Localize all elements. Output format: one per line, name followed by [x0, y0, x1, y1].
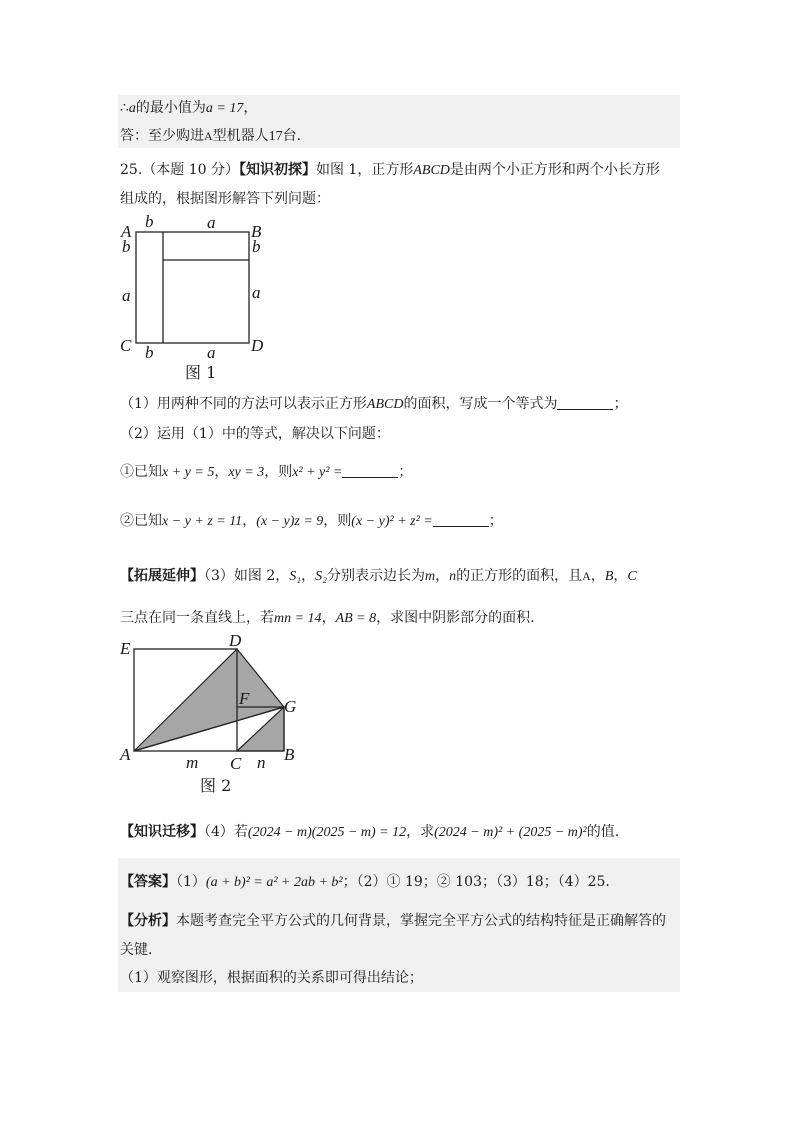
fig1-label-right-b: b: [252, 237, 261, 256]
fig1-label-right-a: a: [252, 283, 261, 302]
fig1-label-top-a: a: [207, 214, 216, 232]
fig2-label-C: C: [230, 754, 242, 772]
question-1: （1）用两种不同的方法可以表示正方形ABCD的面积，写成一个等式为 ；: [120, 396, 628, 412]
fig2-label-F: F: [239, 689, 250, 708]
question-3-line-2: 三点在同一条直线上，若mn = 14，AB = 8，求图中阴影部分的面积.: [120, 610, 535, 626]
figure-1: [110, 214, 280, 359]
prev-answer-line-2: 答：至少购进A型机器人17台.: [120, 128, 302, 144]
figure-1-caption: 图 1: [185, 363, 217, 382]
answer-blank[interactable]: [433, 512, 489, 527]
question-4: 【知识迁移】（4）若(2024 − m)(2025 − m) = 12，求(2024 − m)² + (2025 − m)²的值.: [120, 824, 620, 840]
analysis-line-2: 关键.: [120, 942, 153, 958]
fig1-label-bottom-b: b: [145, 343, 154, 359]
problem-intro-line-1: 25.（本题 10 分）【知识初探】如图 1，正方形ABCD是由两个小正方形和两个小长方形: [120, 162, 660, 178]
question-2: （2）运用（1）中的等式，解决以下问题：: [120, 426, 390, 442]
analysis-line-1: 【分析】本题考查完全平方公式的几何背景，掌握完全平方公式的结构特征是正确解答的: [120, 913, 666, 929]
answer-line: 【答案】（1）(a + b)² = a² + 2ab + b²；（2）① 19；② 103；（3）18；（4）25.: [120, 874, 610, 890]
fig2-label-D: D: [229, 632, 242, 650]
answer-blank[interactable]: [342, 463, 398, 478]
fig1-label-C: C: [120, 336, 132, 355]
fig1-label-top-b: b: [145, 214, 154, 231]
fig2-label-G: G: [284, 697, 297, 716]
problem-intro-line-2: 组成的，根据图形解答下列问题：: [120, 191, 330, 207]
fig1-label-A: A: [121, 222, 132, 241]
fig1-label-D: D: [251, 336, 264, 355]
fig1-label-left-a: a: [122, 286, 131, 305]
fig2-label-n: n: [257, 753, 266, 772]
figure-2: [112, 632, 307, 772]
fig1-label-B: B: [251, 222, 262, 241]
fig2-label-E: E: [120, 639, 131, 658]
question-2-1: ①已知x + y = 5，xy = 3，则x² + y² = ；: [120, 464, 413, 480]
fig2-label-A: A: [120, 745, 131, 764]
fig2-label-m: m: [186, 753, 199, 772]
fig1-label-left-b: b: [122, 237, 131, 256]
answer-blank[interactable]: [557, 395, 613, 410]
prev-answer-line-1: ∴a的最小值为a = 17，: [120, 100, 258, 116]
figure-2-caption: 图 2: [200, 776, 232, 795]
fig1-label-bottom-a: a: [207, 343, 216, 359]
analysis-line-3: （1）观察图形，根据面积的关系即可得出结论；: [120, 970, 423, 986]
fig2-label-B: B: [284, 745, 295, 764]
question-3-line-1: 【拓展延伸】（3）如图 2，S₁，S₂分别表示边长为m，n的正方形的面积，且A，B，C: [120, 568, 637, 584]
question-2-2: ②已知x − y + z = 11，(x − y)z = 9，则(x − y)² + z² = ；: [120, 513, 503, 529]
